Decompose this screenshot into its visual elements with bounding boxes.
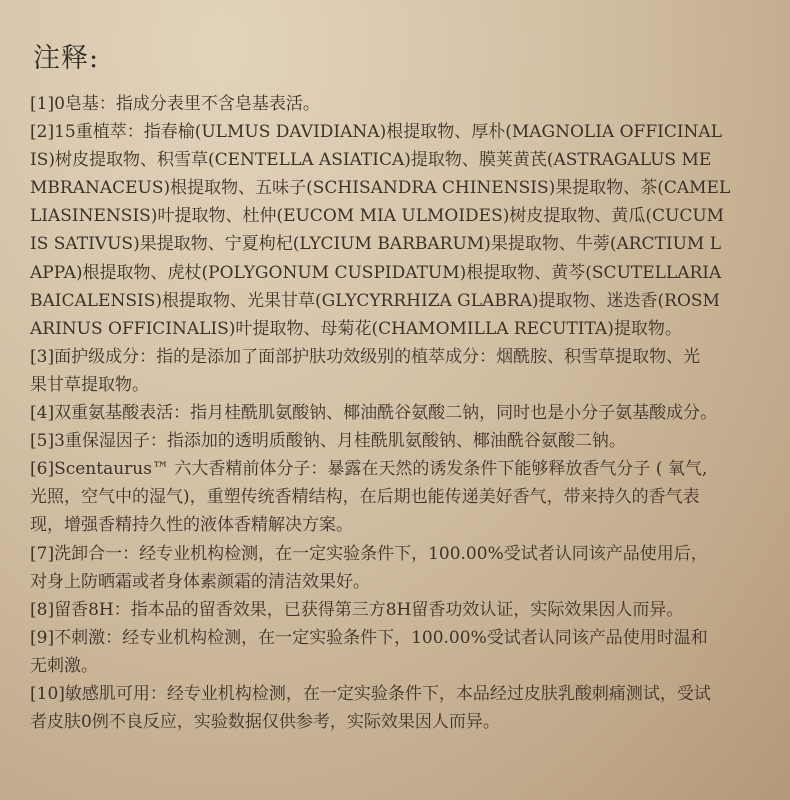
note-line: [3]面护级成分：指的是添加了面部护肤功效级别的植萃成分：烟酰胺、积雪草提取物、光 bbox=[30, 346, 701, 367]
notes-list bbox=[30, 90, 778, 736]
note-line: [7]洗卸合一：经专业机构检测，在一定实验条件下，100.00%受试者认同该产品使用后， bbox=[30, 543, 708, 564]
note-line: 无刺激。 bbox=[30, 655, 98, 676]
note-line: ARINUS OFFICINALIS)叶提取物、母菊花(CHAMOMILLA RECUTITA)提取物。 bbox=[30, 318, 682, 339]
note-line: APPA)根提取物、虎杖(POLYGONUM CUSPIDATUM)根提取物、黄芩(SCUTELLARIA bbox=[30, 262, 722, 283]
note-line: LIASINENSIS)叶提取物、杜仲(EUCOM MIA ULMOIDES)树皮提取物、黄瓜(CUCUM bbox=[30, 206, 725, 227]
note-line: 果甘草提取物。 bbox=[30, 374, 149, 395]
note-line: MBRANACEUS)根提取物、五味子(SCHISANDRA CHINENSIS)果提取物、茶(CAMEL bbox=[30, 178, 731, 199]
note-line: IS SATIVUS)果提取物、宁夏枸杞(LYCIUM BARBARUM)果提取物、牛蒡(ARCTIUM L bbox=[30, 234, 722, 255]
note-line: 光照，空气中的湿气)，重塑传统香精结构，在后期也能传递美好香气，带来持久的香气表 bbox=[30, 487, 700, 508]
note-line: [9]不刺激：经专业机构检测，在一定实验条件下，100.00%受试者认同该产品使用时温和 bbox=[30, 627, 708, 648]
note-line: [4]双重氨基酸表活：指月桂酰肌氨酸钠、椰油酰谷氨酸二钠，同时也是小分子氨基酸成分。 bbox=[30, 403, 718, 424]
note-line: [10]敏感肌可用：经专业机构检测，在一定实验条件下，本品经过皮肤乳酸刺痛测试，受试 bbox=[30, 683, 711, 704]
note-line: 者皮肤0例不良反应，实验数据仅供参考，实际效果因人而异。 bbox=[30, 712, 500, 733]
note-line: [8]留香8H：指本品的留香效果，已获得第三方8H留香功效认证，实际效果因人而异。 bbox=[30, 599, 684, 620]
note-line: BAICALENSIS)根提取物、光果甘草(GLYCYRRHIZA GLABRA)提取物、迷迭香(ROSM bbox=[30, 290, 720, 311]
note-line: [1]0皂基：指成分表里不含皂基表活。 bbox=[30, 94, 320, 114]
note-line: IS)树皮提取物、积雪草(CENTELLA ASIATICA)提取物、膜荚黄芪(ASTRAGALUS ME bbox=[30, 150, 712, 171]
note-line: [5]3重保湿因子：指添加的透明质酸钠、月桂酰肌氨酸钠、椰油酰谷氨酸二钠。 bbox=[30, 431, 626, 452]
note-line: 对身上防晒霜或者身体素颜霜的清洁效果好。 bbox=[30, 571, 370, 592]
notes-title: 注释: bbox=[33, 43, 100, 74]
note-line: [2]15重植萃：指春榆(ULMUS DAVIDIANA)根提取物、厚朴(MAGNOLIA OFFICINAL bbox=[30, 122, 723, 143]
note-line: [6]Scentaurus™ 六大香精前体分子：暴露在天然的诱发条件下能够释放香气分子 ( 氧气, bbox=[30, 459, 708, 480]
note-line: 现，增强香精持久性的液体香精解决方案。 bbox=[30, 515, 353, 536]
